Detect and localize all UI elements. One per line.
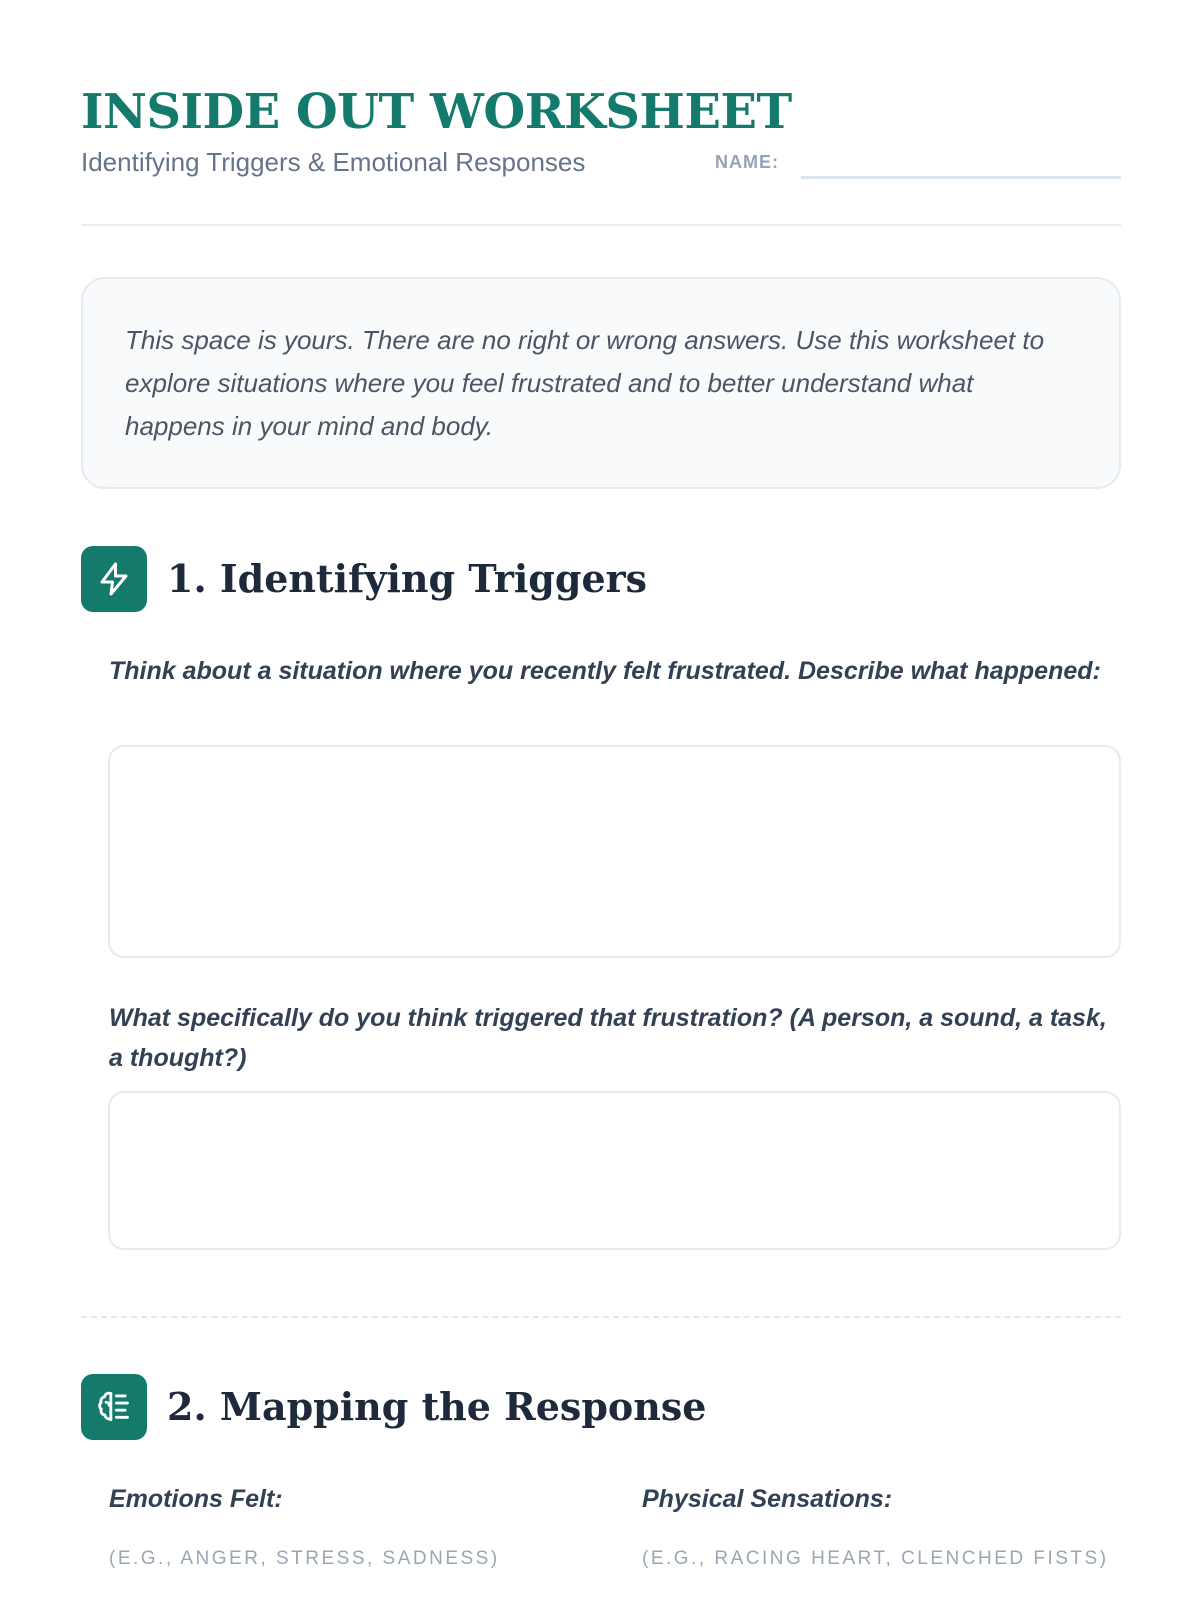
brain-icon <box>81 1374 147 1440</box>
answer-textarea[interactable] <box>108 745 1121 958</box>
section-title: 1. Identifying Triggers <box>167 556 648 601</box>
section-mapping-response <box>81 1374 1121 1440</box>
worksheet-page <box>81 0 1121 1600</box>
question-label: What specifically do you think triggered that frustration? (A person, a sound, a task, a thought?) <box>109 1004 1107 1072</box>
physical-sensations-hint: (E.G., RACING HEART, CLENCHED FISTS) <box>642 1548 1109 1569</box>
intro-text: This space is yours. There are no right or wrong answers. Use this worksheet to explore situations where you feel frustrated and to better understand what happens in your mind and body. <box>125 325 1045 441</box>
question-label: Think about a situation where you recently felt frustrated. Describe what happened: <box>109 657 1101 685</box>
emotions-felt-hint: (E.G., ANGER, STRESS, SADNESS) <box>109 1548 500 1569</box>
worksheet-title: INSIDE OUT WORKSHEET <box>81 84 792 140</box>
worksheet-subtitle: Identifying Triggers & Emotional Responses <box>81 147 586 177</box>
section-title: 2. Mapping the Response <box>167 1384 707 1429</box>
worksheet-header <box>81 84 1121 226</box>
answer-textarea[interactable] <box>108 1091 1121 1250</box>
name-input-line[interactable] <box>801 176 1121 179</box>
section-divider <box>81 1316 1121 1318</box>
name-field-group <box>715 148 1121 190</box>
name-label: NAME: <box>715 152 779 172</box>
lightning-bolt-icon <box>81 546 147 612</box>
section-identifying-triggers <box>81 546 1121 612</box>
intro-panel <box>81 277 1121 489</box>
emotions-felt-label: Emotions Felt: <box>109 1485 283 1513</box>
physical-sensations-label: Physical Sensations: <box>642 1485 893 1513</box>
